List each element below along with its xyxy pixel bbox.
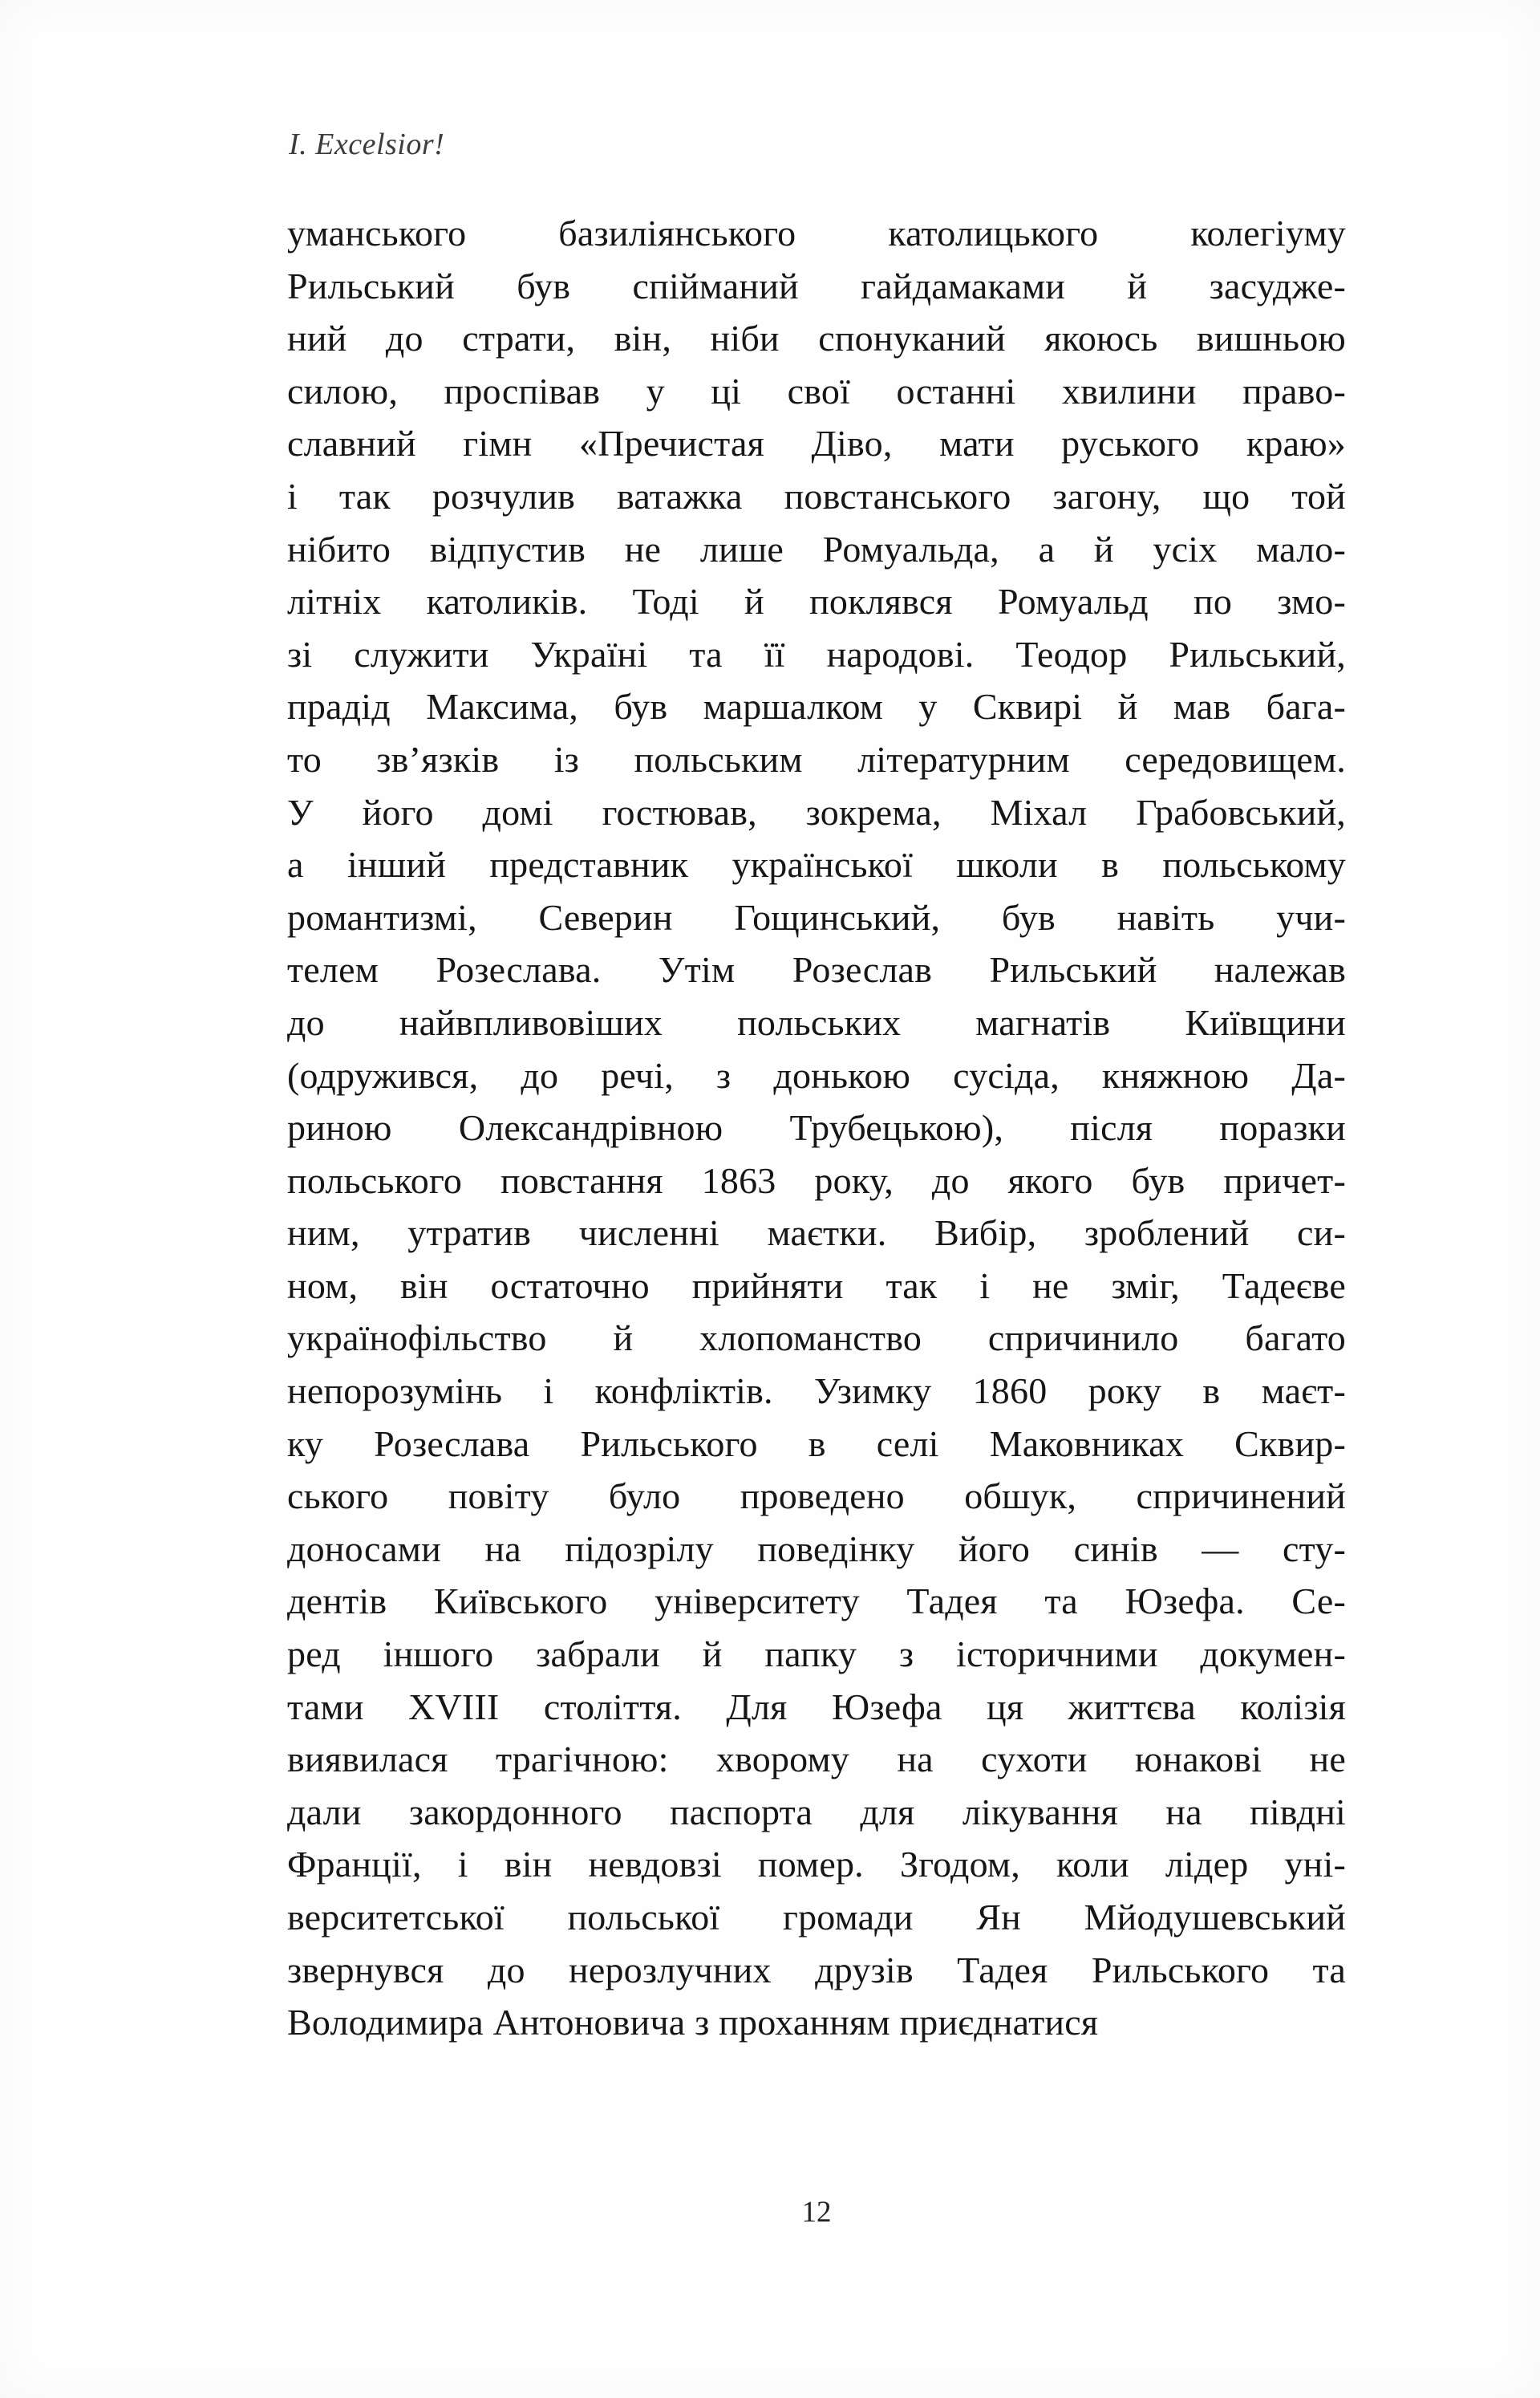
text-line: літніх католиків. Тоді й поклявся Ромуальд по змо-: [287, 581, 1346, 623]
text-line: (одружився, до речі, з донькою сусіда, княжною Да-: [287, 1054, 1346, 1096]
text-line: польського повстання 1863 року, до якого був причет-: [287, 1159, 1346, 1201]
text-line: Рильський був спійманий гайдамаками й засудже-: [287, 265, 1346, 306]
text-line: звернувся до нерозлучних друзів Тадея Рильського та: [287, 1949, 1346, 1990]
text-line: до найвпливовіших польських магнатів Київщини: [287, 1001, 1346, 1043]
page-number: 12: [801, 2196, 832, 2229]
text-line: тами XVIII століття. Для Юзефа ця життєва колізія: [287, 1686, 1346, 1727]
text-line: силою, проспівав у ці свої останні хвилини право-: [287, 370, 1346, 412]
text-line: і так розчулив ватажка повстанського загону, що той: [287, 475, 1346, 517]
text-line: доносами на підозрілу поведінку його синів — сту-: [287, 1528, 1346, 1569]
text-line: ном, він остаточно прийняти так і не зміг, Тадеєве: [287, 1264, 1346, 1306]
body-text: [287, 207, 1346, 2049]
text-line: телем Розеслава. Утім Розеслав Рильський належав: [287, 949, 1346, 991]
text-line: верситетської польської громади Ян Мйодушевський: [287, 1897, 1346, 1937]
text-line: ний до страти, він, ніби спонуканий якоюсь вишньою: [287, 318, 1346, 359]
text-line: українофільство й хлопоманство спричинило багато: [287, 1317, 1346, 1359]
text-line: а інший представник української школи в польському: [287, 844, 1346, 886]
text-line: ред іншого забрали й папку з історичними докумен-: [287, 1633, 1346, 1675]
text-line: риною Олександрівною Трубецькою), після поразки: [287, 1107, 1346, 1149]
text-line: ним, утратив численні маєтки. Вибір, зроблений си-: [287, 1212, 1346, 1254]
text-line: прадід Максима, був маршалком у Сквирі й мав бага-: [287, 686, 1346, 728]
text-line: дали закордонного паспорта для лікування на півдні: [287, 1791, 1346, 1832]
text-line: У його домі гостював, зокрема, Міхал Грабовський,: [287, 791, 1346, 833]
text-line: Володимира Антоновича з проханням приєднатися: [287, 2002, 1099, 2043]
text-line: зі служити Україні та її народові. Теодор Рильський,: [287, 633, 1346, 675]
text-line: ку Розеслава Рильського в селі Маковниках Сквир-: [287, 1422, 1346, 1464]
text-line: непорозумінь і конфліктів. Узимку 1860 року в маєт-: [287, 1370, 1346, 1412]
text-line: славний гімн «Пречистая Діво, мати руського краю»: [287, 423, 1346, 465]
text-line: уманського базиліянського католицького колегіуму: [287, 213, 1346, 254]
text-line: ського повіту було проведено обшук, спричинений: [287, 1475, 1346, 1517]
text-line: виявилася трагічною: хворому на сухоти юнакові не: [287, 1739, 1346, 1780]
text-line: дентів Київського університету Тадея та Юзефа. Се-: [287, 1580, 1346, 1622]
text-line: романтизмі, Северин Гощинський, був навіть учи-: [287, 896, 1346, 938]
text-line: то зв’язків із польським літературним середовищем.: [287, 738, 1346, 780]
text-line: нібито відпустив не лише Ромуальда, а й усіх мало-: [287, 528, 1346, 570]
text-line: Франції, і він невдовзі помер. Згодом, коли лідер уні-: [287, 1844, 1346, 1885]
running-header: I. Excelsior!: [289, 128, 445, 161]
